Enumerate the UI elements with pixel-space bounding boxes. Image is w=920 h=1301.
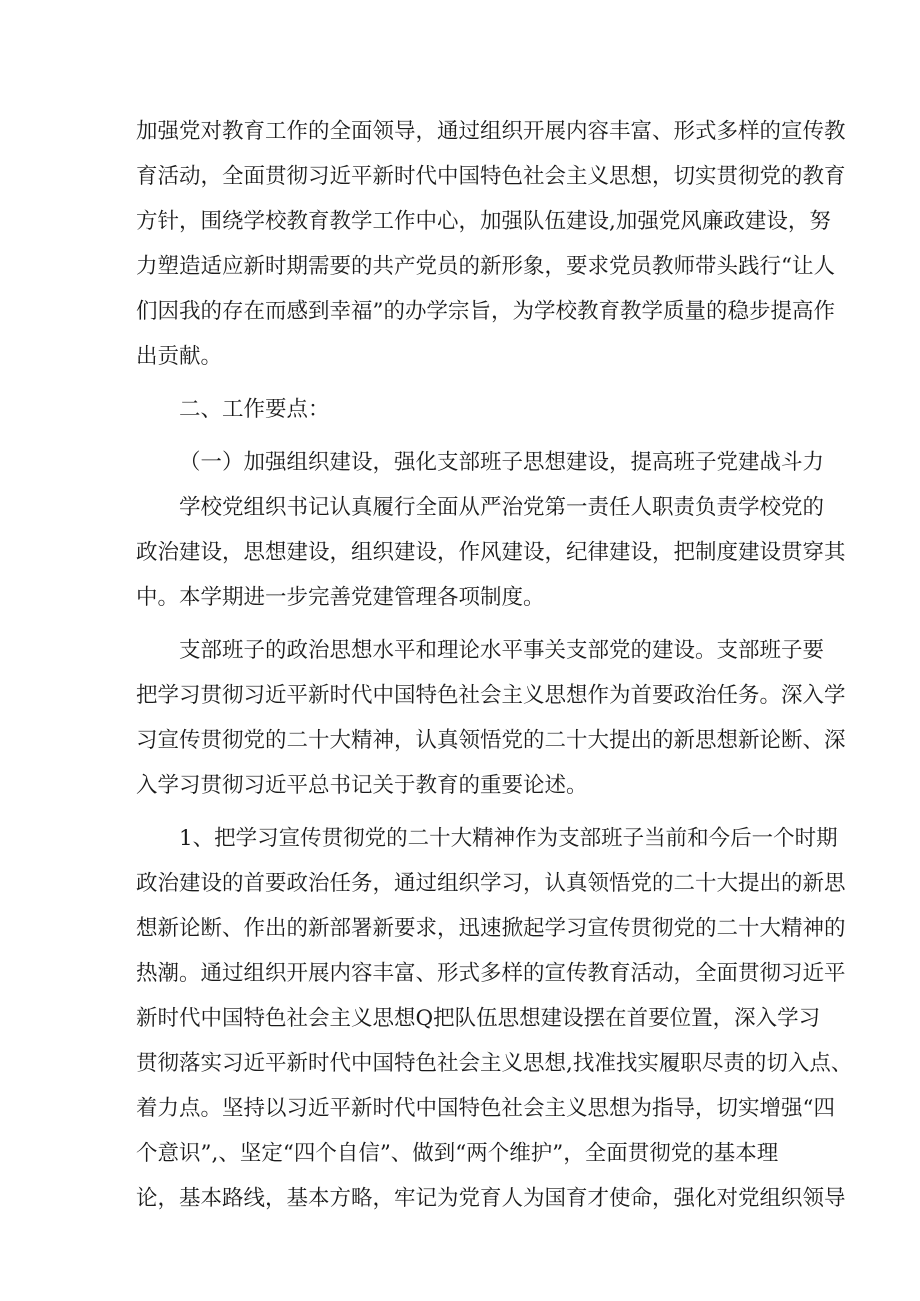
text-line: 入学习贯彻习近平总书记关于教育的重要论述。 bbox=[136, 773, 588, 798]
paragraph-4 bbox=[136, 816, 853, 1221]
paragraph-2 bbox=[136, 485, 846, 620]
text-line: 加强党对教育工作的全面领导，通过组织开展内容丰富、形式多样的宣传教 bbox=[136, 119, 846, 144]
text-line: 着力点。坚持以习近平新时代中国特色社会主义思想为指导，切实增强“四 bbox=[136, 1096, 835, 1121]
text-line: 热潮。通过组织开展内容丰富、形式多样的宣传教育活动，全面贯彻习近平 bbox=[136, 961, 846, 986]
text-line: 育活动，全面贯彻习近平新时代中国特色社会主义思想，切实贯彻党的教育 bbox=[136, 164, 846, 189]
text-line: 把学习贯彻习近平新时代中国特色社会主义思想作为首要政治任务。深入学 bbox=[136, 683, 846, 708]
section-heading: 二、工作要点： bbox=[179, 397, 330, 422]
subsection-heading: （一）加强组织建设，强化支部班子思想建设，提高班子党建战斗力 bbox=[179, 450, 825, 475]
text-line: 政治建设的首要政治任务，通过组织学习，认真领悟党的二十大提出的新思 bbox=[136, 871, 846, 896]
text-line: 政治建设，思想建设，组织建设，作风建设，纪律建设，把制度建设贯穿其 bbox=[136, 540, 846, 565]
text-line: 习宣传贯彻党的二十大精神，认真领悟党的二十大提出的新思想新论断、深 bbox=[136, 728, 846, 753]
text-line: 学校党组织书记认真履行全面从严治党第一责任人职责负责学校党的 bbox=[179, 495, 825, 520]
text-line: 中。本学期进一步完善党建管理各项制度。 bbox=[136, 585, 545, 610]
text-line: 贯彻落实习近平新时代中国特色社会主义思想,找准找实履职尽责的切入点、 bbox=[136, 1051, 853, 1076]
text-line: 们因我的存在而感到幸福”的办学宗旨，为学校教育教学质量的稳步提高作 bbox=[136, 299, 835, 324]
text-line: 方针，围绕学校教育教学工作中心，加强队伍建设,加强党风廉政建设，努 bbox=[136, 209, 831, 234]
text-line: 出贡献。 bbox=[136, 344, 223, 369]
text-line: 支部班子的政治思想水平和理论水平事关支部党的建设。支部班子要 bbox=[179, 638, 825, 663]
text-line: 想新论断、作出的新部署新要求，迅速掀起学习宣传贯彻党的二十大精神的 bbox=[136, 916, 846, 941]
text-line: 论，基本路线，基本方略，牢记为党育人为国育才使命，强化对党组织领导 bbox=[136, 1186, 846, 1211]
document-body bbox=[136, 109, 853, 1221]
paragraph-3 bbox=[136, 628, 846, 808]
text-line: 1、把学习宣传贯彻党的二十大精神作为支部班子当前和今后一个时期 bbox=[179, 826, 838, 851]
paragraph-1 bbox=[136, 109, 846, 379]
text-line: 个意识”,、坚定“四个自信”、做到“两个维护”，全面贯彻党的基本理 bbox=[136, 1141, 779, 1166]
text-line: 力塑造适应新时期需要的共产党员的新形象，要求党员教师带头践行“让人 bbox=[136, 254, 835, 279]
text-line: 新时代中国特色社会主义思想Q把队伍思想建设摆在首要位置，深入学习 bbox=[136, 1006, 821, 1031]
